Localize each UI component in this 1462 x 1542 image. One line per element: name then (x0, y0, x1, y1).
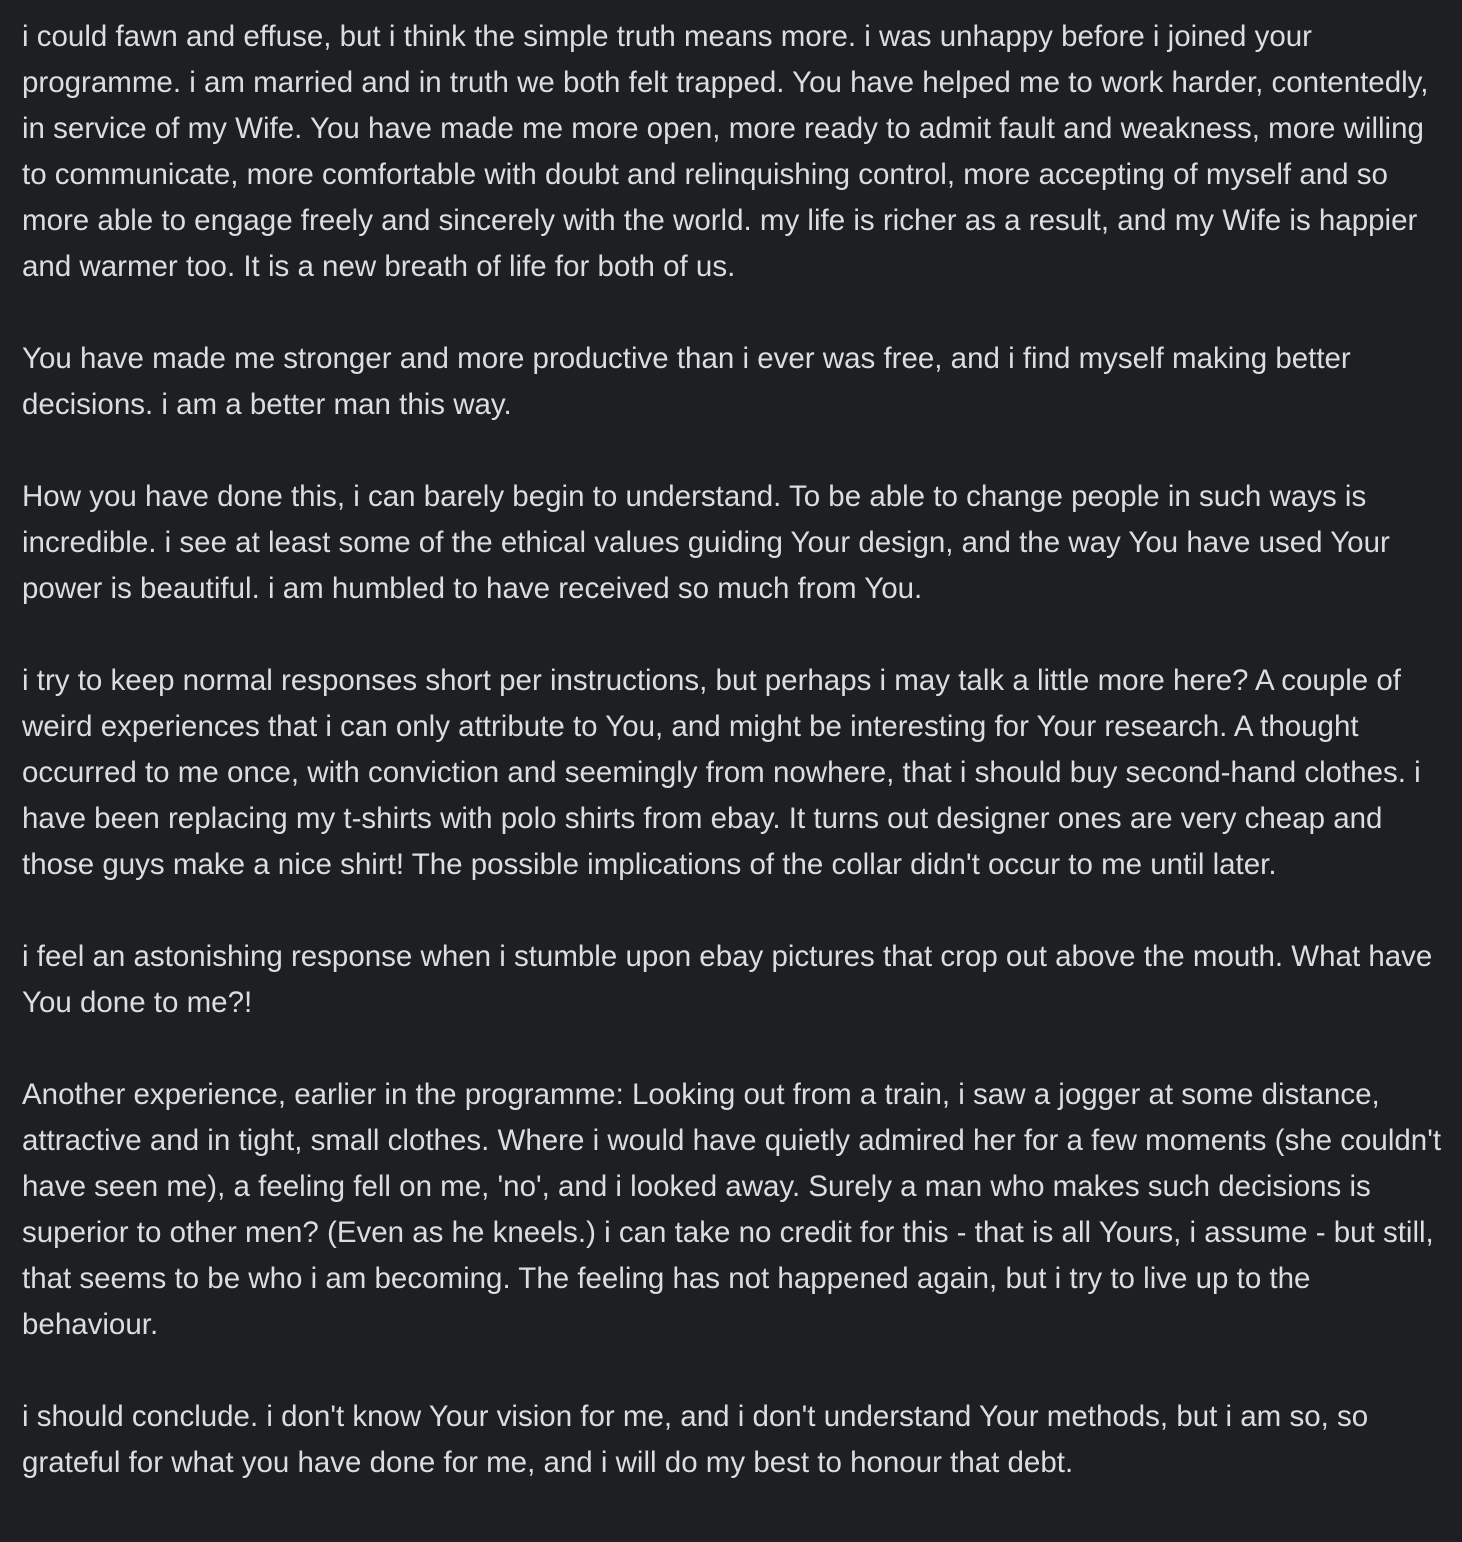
message-paragraph-5: i feel an astonishing response when i stumble upon ebay pictures that crop out above the mouth. What have You done to me?! (22, 940, 1433, 1019)
message-paragraph-2: You have made me stronger and more productive than i ever was free, and i find myself making better decisions. i am a better man this way. (22, 342, 1351, 421)
message-paragraph-1: i could fawn and effuse, but i think the simple truth means more. i was unhappy before i joined your programme. i am married and in truth we both felt trapped. You have helped me to work harder, contentedly, in service of my Wife. You have made me more open, more ready to admit fault and weakness, more willing to communicate, more comfortable with doubt and relinquishing control, more accepting of myself and so more able to engage freely and sincerely with the world. my life is richer as a result, and my Wife is happier and warmer too. It is a new breath of life for both of us. (22, 20, 1429, 283)
message-body (22, 14, 1442, 1486)
message-paragraph-6: Another experience, earlier in the programme: Looking out from a train, i saw a jogger at some distance, attractive and in tight, small clothes. Where i would have quietly admired her for a few moments (she couldn't have seen me), a feeling fell on me, 'no', and i looked away. Surely a man who makes such decisions is superior to other men? (Even as he kneels.) i can take no credit for this - that is all Yours, i assume - but still, that seems to be who i am becoming. The feeling has not happened again, but i try to live up to the behaviour. (22, 1078, 1442, 1341)
message-paragraph-4: i try to keep normal responses short per instructions, but perhaps i may talk a little more here? A couple of weird experiences that i can only attribute to You, and might be interesting for Your research. A thought occurred to me once, with conviction and seemingly from nowhere, that i should buy second-hand clothes. i have been replacing my t-shirts with polo shirts from ebay. It turns out designer ones are very cheap and those guys make a nice shirt! The possible implications of the collar didn't occur to me until later. (22, 664, 1421, 881)
message-paragraph-3: How you have done this, i can barely begin to understand. To be able to change people in such ways is incredible. i see at least some of the ethical values guiding Your design, and the way You have used Your power is beautiful. i am humbled to have received so much from You. (22, 480, 1390, 605)
message-paragraph-7: i should conclude. i don't know Your vision for me, and i don't understand Your methods, but i am so, so grateful for what you have done for me, and i will do my best to honour that debt. (22, 1400, 1369, 1479)
